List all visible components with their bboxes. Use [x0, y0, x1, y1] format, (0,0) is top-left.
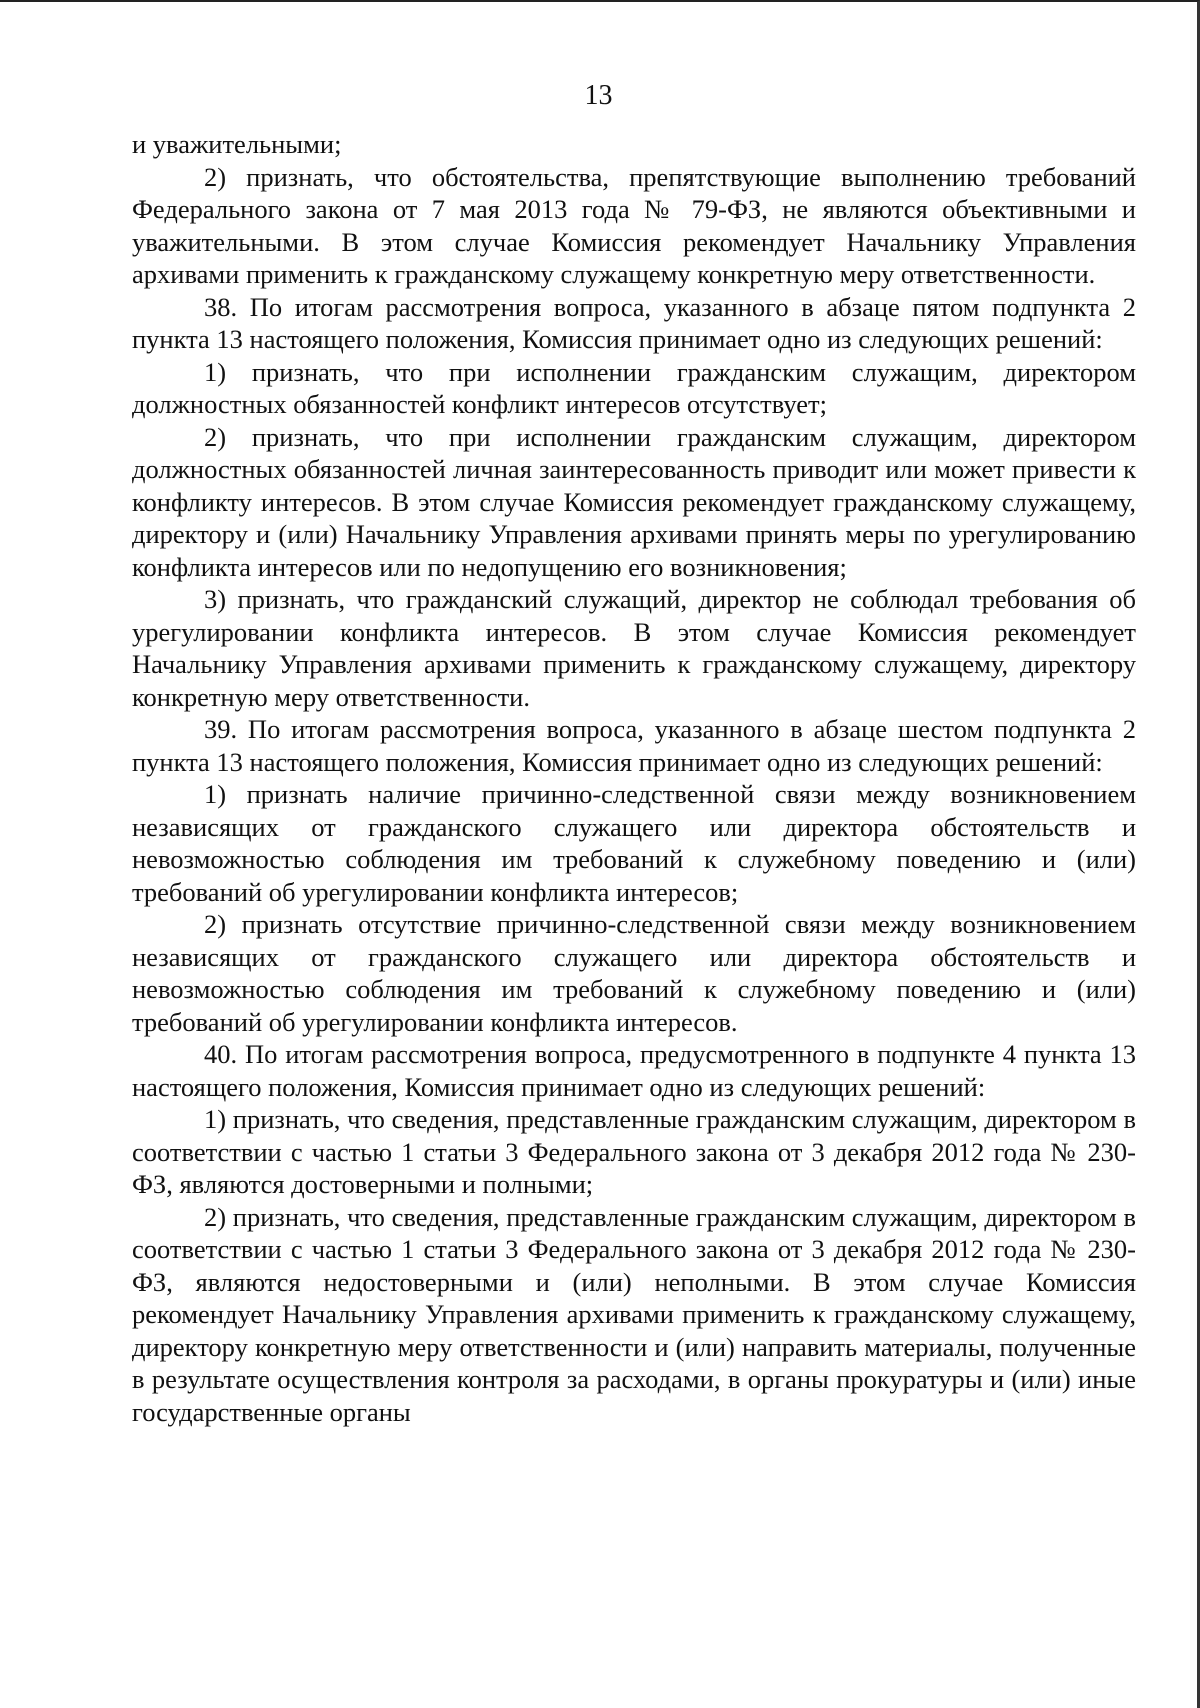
paragraph: 1) признать наличие причинно-следственной связи между возникновением независящих от гражданского служащего или директора обстоятельств и невозможностью соблюдения им требований к служебному поведению и (или) требований об урегулировании конфликта интересов; — [132, 779, 1136, 907]
paragraph: 40. По итогам рассмотрения вопроса, предусмотренного в подпункте 4 пункта 13 настоящего положения, Комиссия принимает одно из следующих решений: — [132, 1039, 1136, 1102]
paragraph: 38. По итогам рассмотрения вопроса, указанного в абзаце пятом подпункта 2 пункта 13 настоящего положения, Комиссия принимает одно из следующих решений: — [132, 291, 1136, 354]
paragraph: 39. По итогам рассмотрения вопроса, указанного в абзаце шестом подпункта 2 пункта 13 настоящего положения, Комиссия принимает одно из следующих решений: — [132, 714, 1136, 777]
paragraph: 2) признать, что сведения, представленные гражданским служащим, директором в соответствии с частью 1 статьи 3 Федерального закона от 3 декабря 2012 года № 230-ФЗ, являются недостоверными и (или) неполными. В этом случае Комиссия рекомендует Начальнику Управления архивами применить к гражданскому служащему, директору конкретную меру ответственности и (или) направить материалы, полученные в результате осуществления контроля за расходами, в органы прокуратуры и (или) иные государственные органы — [132, 1201, 1136, 1427]
paragraph: 3) признать, что гражданский служащий, директор не соблюдал требования об урегулировании конфликта интересов. В этом случае Комиссия рекомендует Начальнику Управления архивами применить к гражданскому служащему, директору конкретную меру ответственности. — [132, 584, 1136, 712]
page-number: 13 — [584, 80, 613, 111]
paragraph: и уважительными; — [132, 129, 342, 159]
paragraph: 1) признать, что сведения, представленные гражданским служащим, директором в соответствии с частью 1 статьи 3 Федерального закона от 3 декабря 2012 года № 230-ФЗ, являются достоверными и полными; — [132, 1104, 1136, 1199]
document-body — [132, 128, 1136, 1428]
paragraph: 1) признать, что при исполнении гражданским служащим, директором должностных обязанностей конфликт интересов отсутствует; — [132, 356, 1136, 419]
paragraph: 2) признать отсутствие причинно-следственной связи между возникновением независящих от гражданского служащего или директора обстоятельств и невозможностью соблюдения им требований к служебному поведению и (или) требований об урегулировании конфликта интересов. — [132, 909, 1136, 1037]
paragraph: 2) признать, что обстоятельства, препятствующие выполнению требований Федерального закона от 7 мая 2013 года № 79-ФЗ, не являются объективными и уважительными. В этом случае Комиссия рекомендует Начальнику Управления архивами применить к гражданскому служащему конкретную меру ответственности. — [132, 161, 1136, 289]
paragraph: 2) признать, что при исполнении гражданским служащим, директором должностных обязанностей личная заинтересованность приводит или может привести к конфликту интересов. В этом случае Комиссия рекомендует гражданскому служащему, директору и (или) Начальнику Управления архивами принять меры по урегулированию конфликта интересов или по недопущению его возникновения; — [132, 421, 1136, 582]
